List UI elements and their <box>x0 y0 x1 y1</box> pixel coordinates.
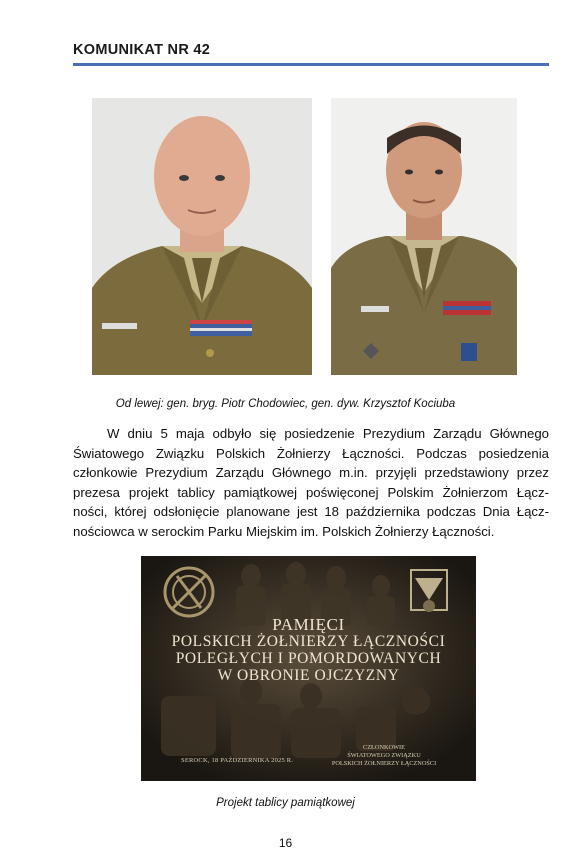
plaque-date-place: SEROCK, 18 PAŹDZIERNIKA 2025 R. <box>181 757 294 764</box>
article-line: członkowie Prezydium Zarządu Głównego m.in. przyjęli przedstawiony przez <box>73 465 549 480</box>
plaque-title <box>141 616 476 684</box>
plaque-title-line: W OBRONIE OJCZYZNY <box>217 667 400 684</box>
plaque-dedication <box>314 744 454 768</box>
plaque-dedication-line: ŚWIATOWEGO ZWIĄZKU <box>347 752 421 759</box>
portrait-right-photo <box>331 98 517 375</box>
memorial-plaque-image <box>141 556 476 781</box>
article-line: prezesa projekt tablicy pamiątkowej poświęconej Polskim Żołnierzom Łącz- <box>73 484 549 500</box>
article-line: nościowca w serockim Parku Miejskim im. Polskich Żołnierzy Łączności. <box>73 523 495 539</box>
page-header-title: KOMUNIKAT NR 42 <box>73 42 211 58</box>
plaque-title-line: POLEGŁYCH I POMORDOWANYCH <box>175 650 442 667</box>
portrait-left-photo <box>92 98 312 375</box>
article-line: W dniu 5 maja odbyło się posiedzenie Prezydium Zarządu Głównego <box>107 426 549 441</box>
plaque-title-line: PAMIĘCI <box>272 615 345 634</box>
article-line: ności, której odsłonięcie planowane jest 18 października podczas Dnia Łącz- <box>73 504 549 519</box>
plaque-caption: Projekt tablicy pamiątkowej <box>216 797 355 809</box>
plaque-dedication-line: POLSKICH ŻOŁNIERZY ŁĄCZNOŚCI <box>331 760 437 767</box>
plaque-dedication-line: CZŁONKOWIE <box>363 744 405 751</box>
article-text <box>73 424 549 541</box>
page-number: 16 <box>278 836 293 850</box>
article-line: Światowego Związku Polskich Żołnierzy Łączności. Podczas posiedzenia <box>73 445 549 461</box>
plaque-title-line: POLSKICH ŻOŁNIERZY ŁĄCZNOŚCI <box>171 633 446 650</box>
photos-caption: Od lewej: gen. bryg. Piotr Chodowiec, gen. dyw. Krzysztof Kociuba <box>115 398 456 410</box>
header-rule <box>73 63 549 66</box>
